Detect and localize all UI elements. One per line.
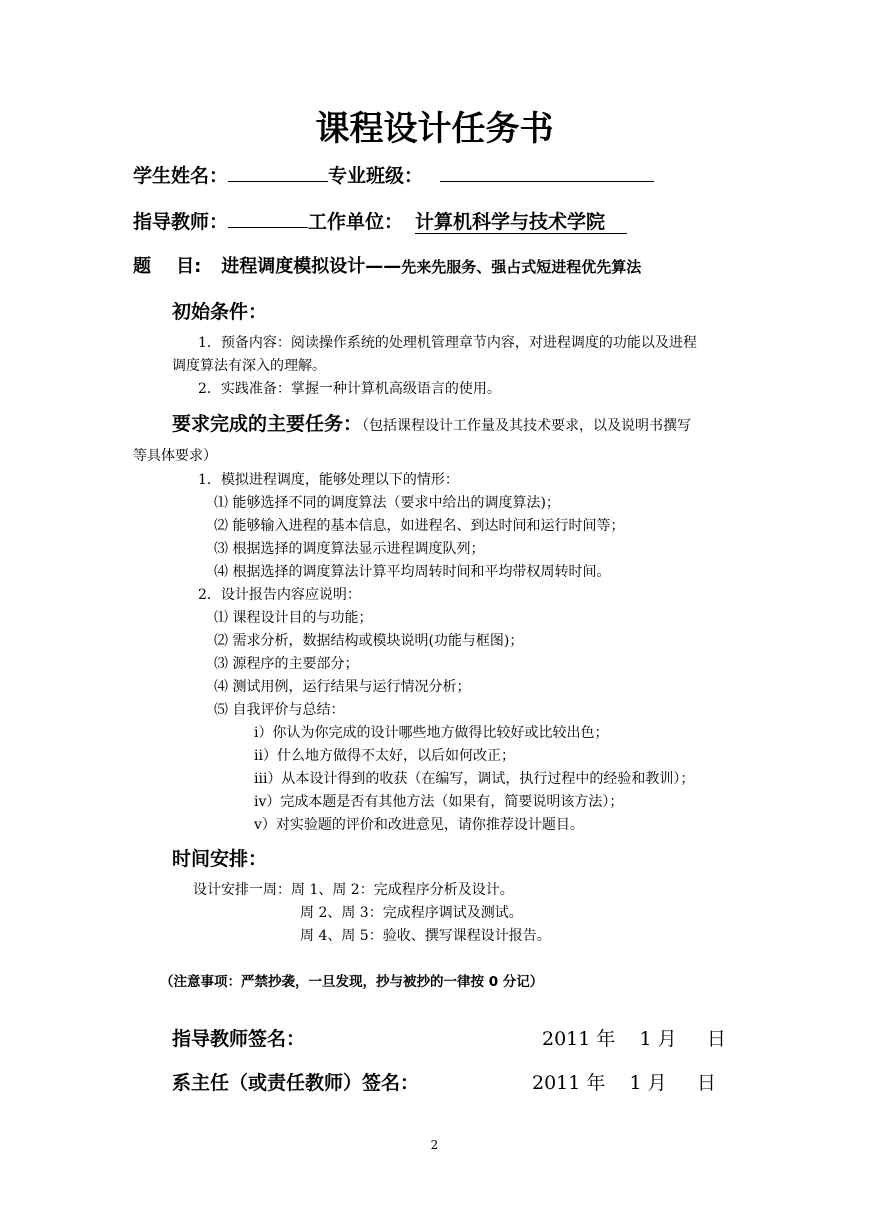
student-name-label: 学生姓名：: [133, 165, 229, 187]
topic-row: [133, 254, 641, 280]
task1-item: ⑴ 能够选择不同的调度算法（要求中给出的调度算法)；: [214, 495, 560, 511]
unit-value: 计算机科学与技术学院: [415, 211, 627, 234]
task2-sub-item: i）你认为你完成的设计哪些地方做得比较好或比较出色；: [254, 725, 609, 741]
task1: 1．模拟进程调度，能够处理以下的情形：: [198, 472, 459, 488]
class-label: 专业班级：: [328, 165, 424, 187]
task2-sub-item: iv）完成本题是否有其他方法（如果有，简要说明该方法）；: [254, 794, 624, 810]
advisor-blank: [228, 207, 308, 228]
task1-item: ⑷ 根据选择的调度算法计算平均周转时间和平均带权周转时间。: [214, 564, 611, 580]
unit-label: 工作单位：: [308, 211, 404, 233]
schedule-line: 周 2、周 3：完成程序调试及测试。: [300, 905, 523, 921]
task2-item: ⑴ 课程设计目的与功能；: [214, 610, 373, 626]
page-title: 课程设计任务书: [315, 109, 554, 149]
class-blank: [440, 181, 654, 182]
initial-item2: 2．实践准备：掌握一种计算机高级语言的使用。: [198, 381, 501, 397]
initial-item1-line1: 1．预备内容：阅读操作系统的处理机管理章节内容，对进程调度的功能以及进程: [198, 335, 697, 351]
page-number: 2: [430, 1138, 439, 1152]
topic-value: 进程调度模拟设计——: [221, 256, 402, 277]
advisor-signature-label: 指导教师签名：: [172, 1028, 306, 1050]
task2: 2．设计报告内容应说明：: [198, 587, 361, 603]
schedule-line: 周 4、周 5：验收、撰写课程设计报告。: [300, 928, 551, 944]
tasks-heading-note2: 等具体要求）: [133, 448, 217, 464]
advisor-row: [133, 207, 627, 235]
director-signature-label: 系主任（或责任教师）签名：: [172, 1072, 420, 1094]
student-row: [133, 161, 423, 189]
initial-item1-line2: 调度算法有深入的理解。: [172, 358, 326, 374]
schedule-line: 设计安排一周：周 1、周 2：完成程序分析及设计。: [193, 882, 514, 898]
topic-label: 题 目:: [133, 256, 202, 277]
task1-item: ⑶ 根据选择的调度算法显示进程调度队列；: [214, 541, 485, 557]
task2-sub-item: v）对实验题的评价和改进意见，请你推荐设计题目。: [254, 817, 584, 833]
task2-sub-item: ii）什么地方做得不太好，以后如何改正；: [254, 748, 515, 764]
director-signature-date: 2011 年 1 月 日: [532, 1072, 716, 1094]
task2-item: ⑶ 源程序的主要部分；: [214, 656, 359, 672]
task2-item: ⑷ 测试用例，运行结果与运行情况分析；: [214, 679, 471, 695]
topic-value-suffix: 先来先服务、强占式短进程优先算法: [401, 258, 642, 276]
plagiarism-note: （注意事项：严禁抄袭，一旦发现，抄与被抄的一律按 0 分记）: [160, 974, 544, 990]
task2-item: ⑸ 自我评价与总结：: [214, 702, 345, 718]
student-name-blank: [228, 161, 328, 182]
initial-heading: 初始条件：: [172, 301, 268, 323]
tasks-heading-note: （包括课程设计工作量及其技术要求，以及说明书撰写: [362, 418, 692, 434]
tasks-heading-row: [172, 411, 691, 437]
task1-item: ⑵ 能够输入进程的基本信息，如进程名、到达时间和运行时间等；: [214, 518, 625, 534]
advisor-label: 指导教师：: [133, 211, 229, 233]
tasks-heading: 要求完成的主要任务：: [172, 413, 363, 435]
schedule-heading: 时间安排：: [172, 848, 268, 870]
task2-sub-item: iii）从本设计得到的收获（在编写，调试，执行过程中的经验和教训）；: [254, 771, 695, 787]
advisor-signature-date: 2011 年 1 月 日: [542, 1028, 726, 1050]
task2-item: ⑵ 需求分析，数据结构或模块说明(功能与框图)；: [214, 633, 524, 649]
